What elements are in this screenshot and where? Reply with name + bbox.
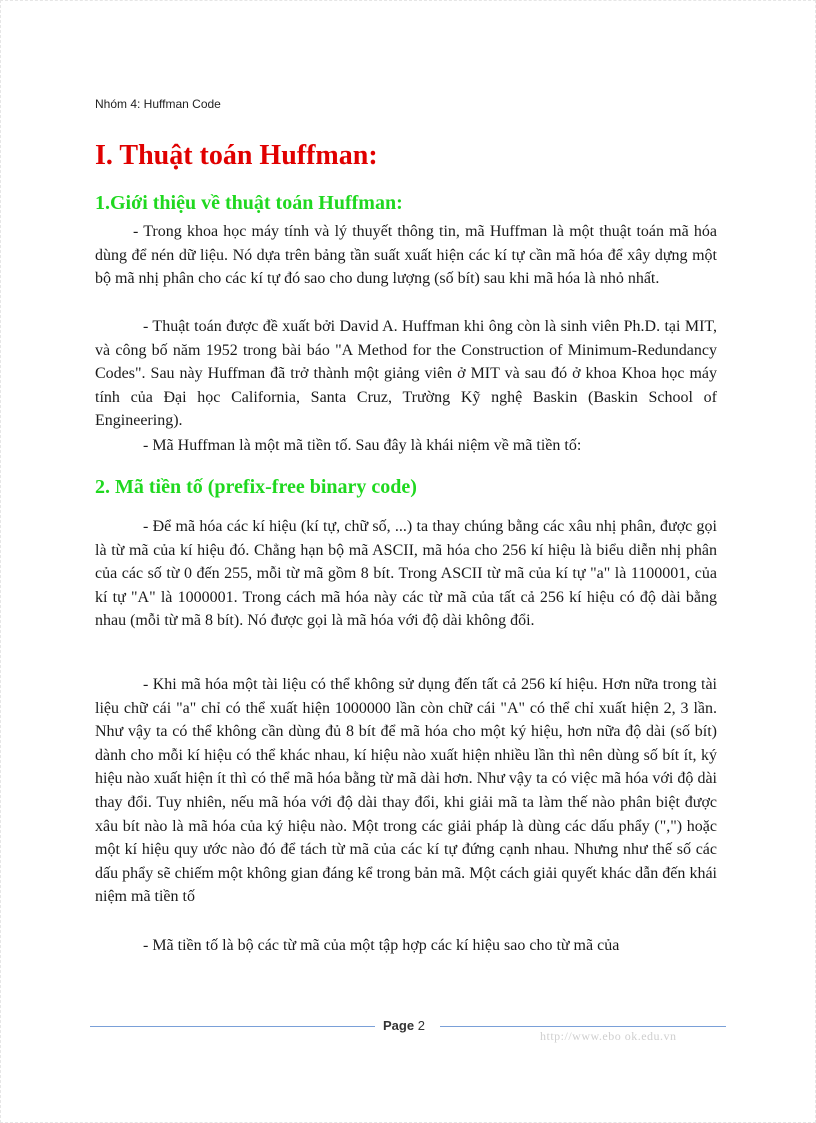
- page-number: [383, 1018, 425, 1033]
- section-title: I. Thuật toán Huffman:: [95, 140, 378, 171]
- footer-rule-left: [90, 1026, 375, 1027]
- paragraph-intro-2: - Thuật toán được đề xuất bởi David A. Huffman khi ông còn là sinh viên Ph.D. tại MIT, và công bố năm 1952 trong bài báo "A Method for the Construction of Minimum-Redundancy Codes". Sau này Huffman đã trở thành một giảng viên ở MIT và sau đó ở khoa Khoa học máy tính của Đại học California, Santa Cruz, Trường Kỹ nghệ Baskin (Baskin School of Engineering).: [95, 318, 717, 430]
- page-word: Page: [383, 1018, 415, 1033]
- subsection-title-prefix: 2. Mã tiền tố (prefix-free binary code): [95, 476, 417, 498]
- page-number-value: 2: [417, 1018, 425, 1033]
- paragraph-prefix-3: - Mã tiền tố là bộ các từ mã của một tập hợp các kí hiệu sao cho từ mã của: [143, 937, 620, 954]
- running-header: Nhóm 4: Huffman Code: [95, 97, 221, 111]
- watermark-url: http://www.ebo ok.edu.vn: [540, 1029, 677, 1043]
- subsection-title-intro: 1.Giới thiệu về thuật toán Huffman:: [95, 192, 403, 214]
- paragraph-prefix-1: - Để mã hóa các kí hiệu (kí tự, chữ số, ...) ta thay chúng bằng các xâu nhị phân, được gọi là từ mã của kí hiệu đó. Chẳng hạn bộ mã ASCII, mã hóa cho 256 kí hiệu là biểu diễn nhị phân của các số từ 0 đến 255, mỗi từ mã gồm 8 bít. Trong ASCII từ mã của kí tự "a" là 1100001, của kí tự "A" là 1000001. Trong cách mã hóa này các từ mã của tất cả 256 kí hiệu có độ dài bằng nhau (mỗi từ mã 8 bít). Nó được gọi là mã hóa với độ dài không đổi.: [95, 518, 717, 630]
- paragraph-intro-3: - Mã Huffman là một mã tiền tố. Sau đây là khái niệm về mã tiền tố:: [143, 437, 582, 454]
- paragraph-prefix-2: - Khi mã hóa một tài liệu có thể không sử dụng đến tất cả 256 kí hiệu. Hơn nữa trong tài liệu chữ cái "a" chỉ có thể xuất hiện 1000000 lần còn chữ cái "A" có thể chỉ xuất hiện 2, 3 lần. Như vậy ta có thể không cần dùng đủ 8 bít để mã hóa cho một ký hiệu, hơn nữa độ dài (số bít) dành cho mỗi kí hiệu có thể khác nhau, kí hiệu nào xuất hiện nhiều lần thì nên dùng số bít ít, ký hiệu nào xuất hiện ít thì có thể mã hóa bằng từ mã dài hơn. Như vậy ta có việc mã hóa với độ dài thay đổi. Tuy nhiên, nếu mã hóa với độ dài thay đổi, khi giải mã ta làm thế nào phân biệt được xâu bít nào là mã hóa của ký hiệu nào. Một trong các giải pháp là dùng các dấu phẩy (",") hoặc một kí hiệu quy ước nào đó để tách từ mã của các kí tự đứng cạnh nhau. Nhưng như thế số các dấu phẩy sẽ chiếm một không gian đáng kể trong bản mã. Một cách giải quyết khác dẫn đến khái niệm mã tiền tố: [95, 676, 717, 906]
- paragraph-intro-1: - Trong khoa học máy tính và lý thuyết thông tin, mã Huffman là một thuật toán mã hóa dùng để nén dữ liệu. Nó dựa trên bảng tần suất xuất hiện các kí tự cần mã hóa để xây dựng một bộ mã nhị phân cho các kí tự đó sao cho dung lượng (số bít) sau khi mã hóa là nhỏ nhất.: [95, 223, 717, 288]
- footer-rule-right: [440, 1026, 726, 1027]
